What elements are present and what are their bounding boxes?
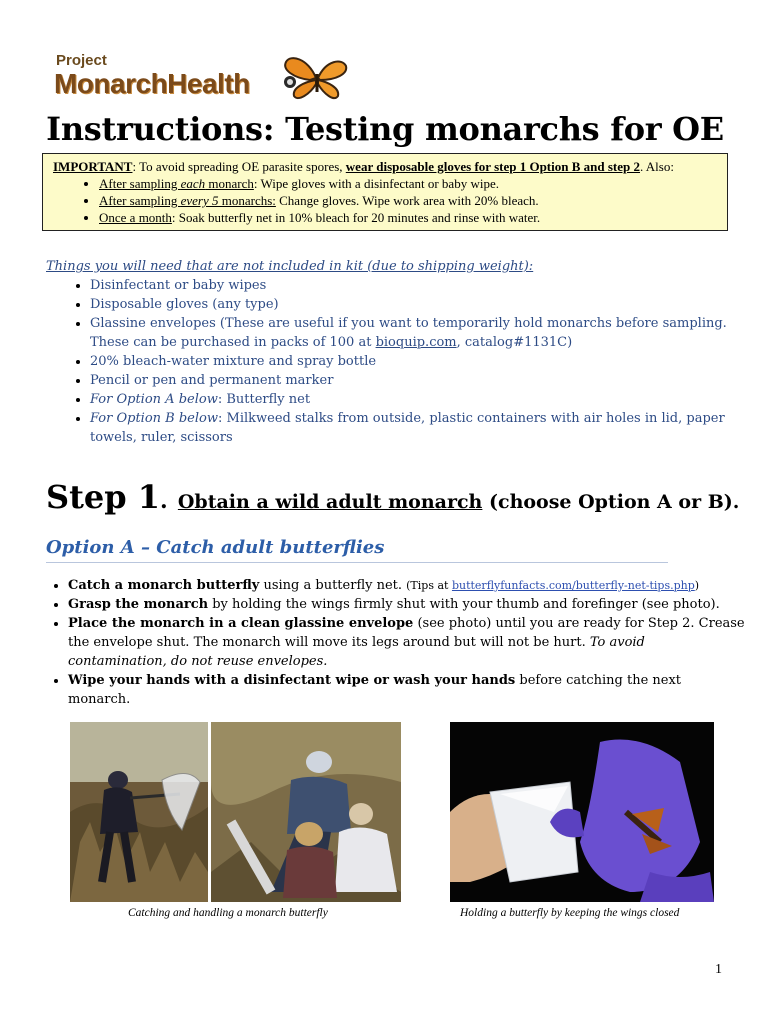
option-a-heading: Option A – Catch adult butterflies (46, 537, 668, 563)
list-item: • Once a month: Soak butterfly net in 10% bleach for 20 minutes and rinse with water. (99, 209, 719, 226)
important-text-2: . Also: (640, 159, 674, 174)
list-item: • 20% bleach-water mixture and spray bottle (90, 352, 736, 371)
option-a-steps (46, 576, 746, 709)
important-notice-box (42, 153, 728, 231)
butterfly-net-tips-link[interactable]: butterflyfunfacts.com/butterfly-net-tips.php (451, 579, 695, 592)
list-item: • For Option A below: Butterfly net (90, 390, 736, 409)
supplies-list (46, 276, 736, 447)
page-number: 1 (715, 962, 722, 977)
list-item: • After sampling each monarch: Wipe gloves with a disinfectant or baby wipe. (99, 175, 719, 192)
important-text-1: : To avoid spreading OE parasite spores, (132, 159, 346, 174)
photo-glove-holding-monarch (450, 722, 714, 902)
caption-left-photos: Catching and handling a monarch butterfly (128, 907, 328, 919)
page-title: Instructions: Testing monarchs for OE (46, 110, 724, 148)
logo-brand-text: MonarchHealth (54, 68, 250, 99)
logo-project-text: Project (56, 52, 107, 69)
supplies-section (46, 257, 736, 447)
list-item: • After sampling every 5 monarchs: Change gloves. Wipe work area with 20% bleach. (99, 192, 719, 209)
list-item: • Place the monarch in a clean glassine envelope (see photo) until you are ready for Step 2. Crease the envelope shut. The monarch will move its legs around but will not be hurt. To avoid contamination, do not reuse envelopes. (68, 614, 746, 671)
step-1-goal: Obtain a wild adult monarch (177, 491, 483, 513)
caption-right-photo: Holding a butterfly by keeping the wings closed (460, 907, 680, 919)
list-item: • For Option B below: Milkweed stalks from outside, plastic containers with air holes in lid, paper towels, ruler, scissors (90, 409, 736, 447)
supplies-heading: Things you will need that are not included in kit (due to shipping weight): (46, 259, 534, 274)
photo-handling-monarch (211, 722, 401, 902)
list-item: • Glassine envelopes (These are useful if you want to temporarily hold monarchs before sampling. These can be purchased in packs of 100 at bioquip.com, catalog#1131C) (90, 314, 736, 352)
important-label: IMPORTANT (53, 159, 133, 174)
list-item: • Disinfectant or baby wipes (90, 276, 736, 295)
step-1-heading: Step 1. Obtain a wild adult monarch (choose Option A or B). (46, 478, 740, 516)
list-item: • Pencil or pen and permanent marker (90, 371, 736, 390)
photo-catching-monarch (70, 722, 208, 902)
list-item: • Catch a monarch butterfly using a butterfly net. (Tips at butterflyfunfacts.com/butterfly-net-tips.php) (68, 576, 746, 595)
project-monarch-health-logo (52, 52, 352, 108)
butterfly-logo-icon (280, 52, 352, 104)
important-emphasis: wear disposable gloves for step 1 Option B and step 2 (345, 159, 641, 174)
bioquip-link[interactable]: bioquip.com (375, 335, 457, 350)
important-lead (53, 158, 719, 175)
list-item: • Grasp the monarch by holding the wings firmly shut with your thumb and forefinger (see photo). (68, 595, 746, 614)
important-bullets (53, 175, 719, 226)
list-item: • Wipe your hands with a disinfectant wipe or wash your hands before catching the next monarch. (68, 671, 746, 709)
list-item: • Disposable gloves (any type) (90, 295, 736, 314)
